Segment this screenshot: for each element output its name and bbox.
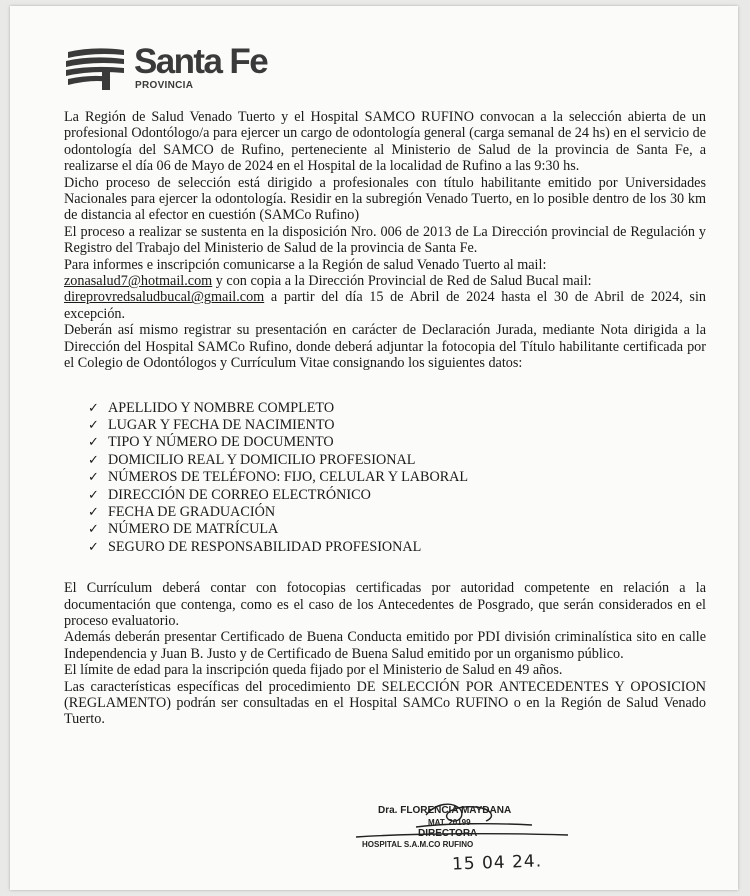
paragraph-certificados: Además deberán presentar Certificado de Buena Conducta emitido por PDI división criminalística sito en calle Independencia y Juan B. Justo y de Certificado de Buena Salud emitido por un organismo público. bbox=[64, 629, 706, 662]
checkmark-icon: ✓ bbox=[88, 522, 99, 538]
paragraph-disposicion: El proceso a realizar se sustenta en la disposición Nro. 006 de 2013 de La Dirección provincial de Regulación y Registro del Trabajo del Ministerio de Salud de la provincia de Santa Fe. bbox=[64, 223, 706, 257]
list-item bbox=[88, 469, 706, 486]
signature-stamp bbox=[356, 801, 596, 881]
paragraph-curriculum: El Currículum deberá contar con fotocopias certificadas por autoridad competente en relación a la documentación que contenga, como es el caso de los Antecedentes de Posgrado, que serán considerados en el proceso evaluatorio. bbox=[64, 580, 706, 629]
list-item bbox=[88, 504, 706, 521]
list-item bbox=[88, 400, 706, 417]
paragraph-inscripcion bbox=[64, 257, 706, 323]
brand-name: Santa Fe bbox=[134, 42, 268, 81]
paragraph-requisitos: Dicho proceso de selección está dirigido a profesionales con título habilitante emitido por Universidades Nacionales para ejercer la odontología. Residir en la subregión Venado Tuerto, en lo posible dentro de los 30 km de distancia al efector en cuestión (SAMCo Rufino) bbox=[64, 174, 706, 224]
list-item bbox=[88, 452, 706, 469]
list-item-label: DOMICILIO REAL Y DOMICILIO PROFESIONAL bbox=[108, 451, 416, 468]
email-link-zona-salud[interactable]: zonasalud7@hotmail.com bbox=[64, 273, 213, 290]
list-item bbox=[88, 521, 706, 538]
santa-fe-logo bbox=[64, 42, 324, 94]
checkmark-icon: ✓ bbox=[88, 452, 99, 468]
list-item bbox=[88, 487, 706, 504]
list-item bbox=[88, 539, 706, 556]
checkmark-icon: ✓ bbox=[88, 504, 99, 520]
paragraph-reglamento: Las características específicas del procedimiento DE SELECCIÓN POR ANTECEDENTES Y OPOSICION (REGLAMENTO) podrán ser consultadas en el Hospital SAMCo RUFINO o en la Región de Salud Venado Tuerto. bbox=[64, 678, 706, 728]
requirements-checklist bbox=[88, 400, 706, 557]
paragraph-declaracion-jurada: Deberán así mismo registrar su presentación en carácter de Declaración Jurada, mediante Nota dirigida a la Dirección del Hospital SAMCo Rufino, donde deberá adjuntar la fotocopia del Título habilitante certificada por el Colegio de Odontólogos y Currículum Vitae consignando los siguientes datos: bbox=[64, 322, 706, 372]
list-item-label: NÚMEROS DE TELÉFONO: FIJO, CELULAR Y LABORAL bbox=[108, 469, 469, 486]
list-item-label: DIRECCIÓN DE CORREO ELECTRÓNICO bbox=[108, 486, 371, 503]
list-item-label: NÚMERO DE MATRÍCULA bbox=[108, 521, 279, 538]
paragraph-convocatoria: La Región de Salud Venado Tuerto y el Hospital SAMCO RUFINO convocan a la selección abierta de un profesional Odontólogo/a para ejercer un cargo de odontología general (carga semanal de 24 hs) en el servicio de odontología del SAMCO de Rufino, perteneciente al Ministerio de Salud de la provincia de Santa Fe, a realizarse el día 06 de Mayo de 2024 en el Hospital de la localidad de Rufino a las 9:30 hs. bbox=[64, 109, 706, 175]
checkmark-icon: ✓ bbox=[88, 435, 99, 451]
handwritten-date: 15 04 24. bbox=[451, 851, 543, 875]
inscripcion-text-a: Para informes e inscripción comunicarse a la Región de salud Venado Tuerto al mail: bbox=[64, 256, 547, 273]
email-link-salud-bucal[interactable]: direprovredsaludbucal@gmail.com bbox=[64, 289, 265, 306]
checkmark-icon: ✓ bbox=[88, 417, 99, 433]
stamp-role: DIRECTORA bbox=[418, 828, 478, 839]
list-item-label: TIPO Y NÚMERO DE DOCUMENTO bbox=[108, 434, 334, 451]
checkmark-icon: ✓ bbox=[88, 539, 99, 555]
list-item bbox=[88, 434, 706, 451]
list-item-label: SEGURO DE RESPONSABILIDAD PROFESIONAL bbox=[108, 538, 422, 555]
document-page bbox=[10, 6, 738, 890]
list-item bbox=[88, 417, 706, 434]
list-item-label: LUGAR Y FECHA DE NACIMIENTO bbox=[108, 416, 335, 433]
inscripcion-text-c: a partir del día 15 de Abril de 2024 hasta el 30 de Abril de 2024, sin excepción. bbox=[64, 289, 706, 322]
santa-fe-stripes-icon bbox=[64, 46, 128, 92]
inscripcion-text-b: y con copia a la Dirección Provincial de Red de Salud Bucal mail: bbox=[212, 273, 592, 290]
checkmark-icon: ✓ bbox=[88, 400, 99, 416]
stamp-hospital: HOSPITAL S.A.M.CO RUFINO bbox=[362, 840, 474, 849]
paragraph-limite-edad: El límite de edad para la inscripción queda fijado por el Ministerio de Salud en 49 años. bbox=[64, 662, 563, 679]
brand-subtitle: PROVINCIA bbox=[135, 80, 194, 91]
document-body bbox=[64, 109, 706, 728]
list-item-label: APELLIDO Y NOMBRE COMPLETO bbox=[108, 399, 335, 416]
checkmark-icon: ✓ bbox=[88, 470, 99, 486]
checkmark-icon: ✓ bbox=[88, 487, 99, 503]
stamp-matricula: MAT. 20199 bbox=[428, 818, 471, 827]
list-item-label: FECHA DE GRADUACIÓN bbox=[108, 503, 276, 520]
stamp-name: Dra. FLORENCIA MAYDANA bbox=[378, 805, 512, 816]
